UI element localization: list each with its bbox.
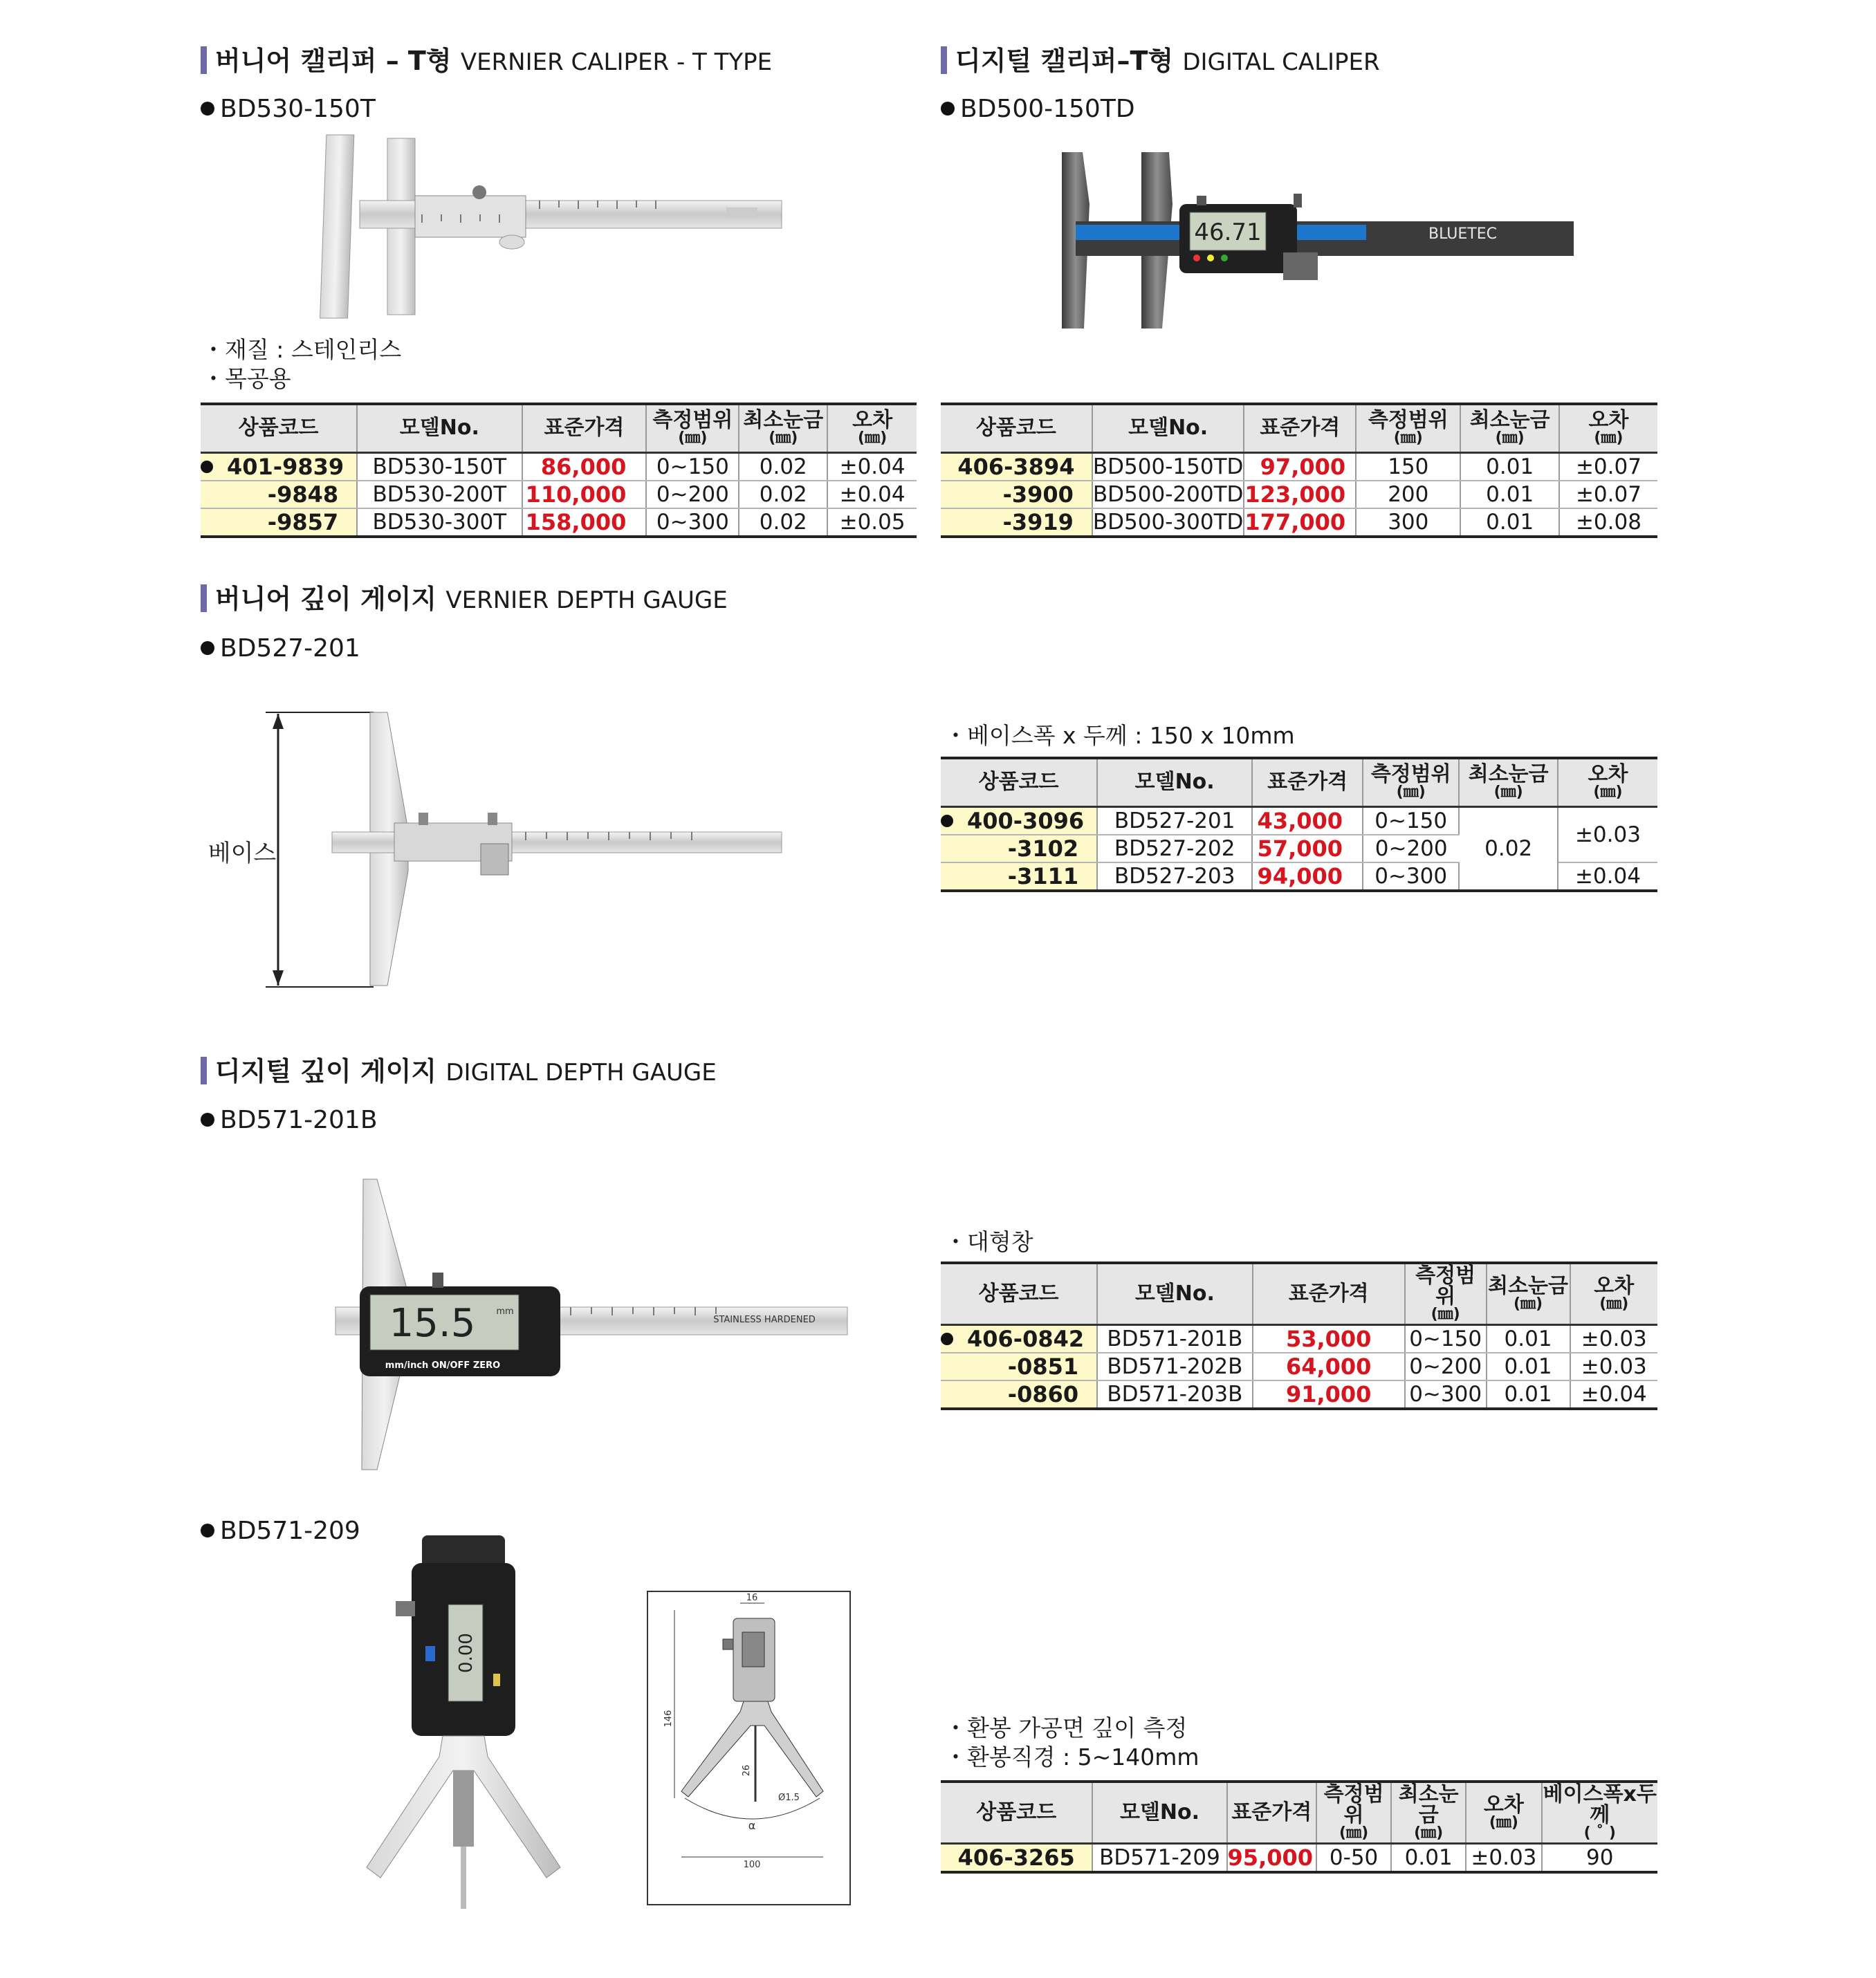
table-row <box>201 452 917 481</box>
note-material: ・재질 : 스테인리스 <box>202 336 402 363</box>
header-model: 모델No. <box>1097 1263 1252 1325</box>
err-cell: ±0.03 <box>1570 1325 1657 1353</box>
header-range: 측정범위 (㎜) <box>646 404 739 452</box>
header-model: 모델No. <box>1092 404 1244 452</box>
product-code-cell: -3919 <box>941 508 1092 537</box>
min-cell: 0.01 <box>1460 508 1558 537</box>
header-err: 오차 (㎜) <box>1559 404 1657 452</box>
range-cell: 0-50 <box>1316 1844 1391 1873</box>
header-model: 모델No. <box>1097 758 1252 806</box>
price-cell: 57,000 <box>1252 835 1363 862</box>
model-cell: BD527-201 <box>1097 806 1252 835</box>
digital-t-caliper-image <box>1048 149 1574 335</box>
brand-label: BLUETEC <box>1428 225 1497 243</box>
min-cell: 0.01 <box>1487 1380 1570 1409</box>
header-err: 오차 (㎜) <box>1466 1782 1541 1844</box>
spec-table-digital-t <box>941 403 1657 538</box>
section-title-digital-depth: 디지털 깊이 게이지 DIGITAL DEPTH GAUGE <box>201 1055 717 1089</box>
product-code-cell: 401-9839 <box>201 452 357 481</box>
header-model: 모델No. <box>1092 1782 1226 1844</box>
lcd-value: 0.00 <box>456 1633 477 1673</box>
note-base-size: ・베이스폭 x 두께 : 150 x 10mm <box>944 722 1295 749</box>
header-min: 최소눈금 (㎜) <box>1487 1263 1570 1325</box>
table-row <box>941 1844 1657 1873</box>
err-cell: ±0.07 <box>1559 481 1657 508</box>
range-cell: 0~300 <box>1405 1380 1487 1409</box>
vernier-t-caliper-image <box>318 131 816 325</box>
model-cell: BD500-300TD <box>1092 508 1244 537</box>
vernier-depth-gauge-image <box>201 705 809 996</box>
dim-146: 146 <box>663 1710 674 1728</box>
price-cell: 43,000 <box>1252 806 1363 835</box>
bullet-icon <box>941 815 953 827</box>
header-err: 오차 (㎜) <box>827 404 917 452</box>
product-code-cell: -9848 <box>201 481 357 508</box>
price-cell: 94,000 <box>1252 862 1363 891</box>
min-cell: 0.01 <box>1487 1325 1570 1353</box>
product-code-cell: -3900 <box>941 481 1092 508</box>
model-cell: BD571-209 <box>1092 1844 1226 1873</box>
price-cell: 110,000 <box>522 481 647 508</box>
price-cell: 177,000 <box>1244 508 1356 537</box>
min-cell: 0.02 <box>739 452 827 481</box>
header-min: 최소눈금 (㎜) <box>739 404 827 452</box>
header-min: 최소눈금 (㎜) <box>1391 1782 1466 1844</box>
model-cell: BD527-202 <box>1097 835 1252 862</box>
spec-table-vernier-t <box>201 403 917 538</box>
note-large-window: ・대형창 <box>944 1228 1033 1255</box>
table-row <box>941 508 1657 537</box>
header-err: 오차 (㎜) <box>1558 758 1657 806</box>
product-code-cell: 406-0842 <box>941 1325 1097 1353</box>
note-diameter: ・환봉직경 : 5~140mm <box>944 1744 1199 1771</box>
model-label: BD530-150T <box>201 94 376 124</box>
header-price: 표준가격 <box>522 404 647 452</box>
product-code-cell: -0851 <box>941 1353 1097 1380</box>
product-code-cell: 406-3265 <box>941 1844 1092 1873</box>
err-cell: ±0.05 <box>827 508 917 537</box>
bd571-209-gauge-image <box>332 1522 574 1909</box>
model-cell: BD500-150TD <box>1092 452 1244 481</box>
spec-table-vernier-depth <box>941 757 1657 892</box>
table-row <box>941 1353 1657 1380</box>
lcd-value: 46.71 <box>1194 219 1262 246</box>
err-cell: ±0.04 <box>1558 862 1657 891</box>
range-cell: 0~300 <box>1363 862 1459 891</box>
product-code-cell: -3111 <box>941 862 1097 891</box>
button-labels: mm/inch ON/OFF ZERO <box>385 1360 501 1371</box>
model-cell: BD571-202B <box>1097 1353 1252 1380</box>
price-cell: 95,000 <box>1227 1844 1316 1873</box>
model-cell: BD530-200T <box>357 481 522 508</box>
dim-alpha: α <box>748 1819 756 1832</box>
table-row <box>941 1325 1657 1353</box>
dim-26: 26 <box>742 1764 752 1777</box>
price-cell: 123,000 <box>1244 481 1356 508</box>
price-cell: 158,000 <box>522 508 647 537</box>
dim-100: 100 <box>743 1860 761 1870</box>
price-cell: 86,000 <box>522 452 647 481</box>
scale-text: STAINLESS HARDENED <box>713 1315 816 1325</box>
table-row <box>201 508 917 537</box>
err-cell: ±0.03 <box>1466 1844 1541 1873</box>
header-code: 상품코드 <box>941 758 1097 806</box>
note-round-bar: ・환봉 가공면 깊이 측정 <box>944 1714 1188 1741</box>
header-err: 오차 (㎜) <box>1570 1263 1657 1325</box>
product-code-cell: -0860 <box>941 1380 1097 1409</box>
range-cell: 0~150 <box>1363 806 1459 835</box>
model-label: BD500-150TD <box>941 94 1135 124</box>
dim-16: 16 <box>746 1593 758 1603</box>
range-cell: 0~150 <box>646 452 739 481</box>
min-cell: 0.02 <box>739 481 827 508</box>
model-label: BD527-201 <box>201 634 360 664</box>
spec-table-bd571-209 <box>941 1780 1657 1874</box>
header-price: 표준가격 <box>1227 1782 1316 1844</box>
min-cell: 0.01 <box>1460 452 1558 481</box>
product-code-cell: -3102 <box>941 835 1097 862</box>
model-cell: BD530-300T <box>357 508 522 537</box>
bullet-icon <box>941 1333 953 1345</box>
err-cell: ±0.08 <box>1559 508 1657 537</box>
header-price: 표준가격 <box>1244 404 1356 452</box>
dim-diameter: Ø1.5 <box>778 1793 800 1803</box>
model-cell: BD571-201B <box>1097 1325 1252 1353</box>
header-code: 상품코드 <box>941 404 1092 452</box>
price-cell: 53,000 <box>1253 1325 1405 1353</box>
model-cell: BD571-203B <box>1097 1380 1252 1409</box>
err-cell: ±0.07 <box>1559 452 1657 481</box>
spec-table-digital-depth <box>941 1261 1657 1410</box>
lcd-value: 15.5 <box>389 1301 476 1346</box>
header-range: 측정범위 (㎜) <box>1405 1263 1487 1325</box>
bd571-209-drawing <box>647 1591 851 1905</box>
header-min: 최소눈금 (㎜) <box>1459 758 1558 806</box>
range-cell: 0~200 <box>1405 1353 1487 1380</box>
range-cell: 0~300 <box>646 508 739 537</box>
table-row <box>941 806 1657 835</box>
range-cell: 300 <box>1356 508 1460 537</box>
header-price: 표준가격 <box>1252 758 1363 806</box>
range-cell: 0~150 <box>1405 1325 1487 1353</box>
bullet-icon <box>201 461 213 473</box>
range-cell: 150 <box>1356 452 1460 481</box>
err-cell: ±0.04 <box>1570 1380 1657 1409</box>
header-min: 최소눈금 (㎜) <box>1460 404 1558 452</box>
header-model: 모델No. <box>357 404 522 452</box>
header-code: 상품코드 <box>201 404 357 452</box>
product-code-cell: 400-3096 <box>941 806 1097 835</box>
err-cell: ±0.03 <box>1570 1353 1657 1380</box>
header-code: 상품코드 <box>941 1782 1092 1844</box>
product-code-cell: -9857 <box>201 508 357 537</box>
header-range: 측정범위 (㎜) <box>1356 404 1460 452</box>
min-cell: 0.02 <box>739 508 827 537</box>
model-label: BD571-201B <box>201 1105 378 1136</box>
base-cell: 90 <box>1542 1844 1657 1873</box>
price-cell: 97,000 <box>1244 452 1356 481</box>
model-cell: BD500-200TD <box>1092 481 1244 507</box>
err-cell-shared: ±0.03 <box>1558 806 1657 862</box>
err-cell: ±0.04 <box>827 481 917 508</box>
product-code-cell: 406-3894 <box>941 452 1092 481</box>
header-range: 측정범위 (㎜) <box>1316 1782 1391 1844</box>
header-range: 측정범위 (㎜) <box>1363 758 1459 806</box>
table-row <box>201 481 917 508</box>
header-code: 상품코드 <box>941 1263 1097 1325</box>
model-label: BD571-209 <box>201 1516 360 1546</box>
min-cell: 0.01 <box>1391 1844 1466 1873</box>
range-cell: 200 <box>1356 481 1460 508</box>
header-base: 베이스폭x두께 ( ˚ ) <box>1542 1782 1657 1844</box>
err-cell: ±0.04 <box>827 452 917 481</box>
range-cell: 0~200 <box>1363 835 1459 862</box>
table-row <box>941 1380 1657 1409</box>
min-cell: 0.01 <box>1487 1353 1570 1380</box>
model-cell: BD527-203 <box>1097 862 1252 891</box>
price-cell: 64,000 <box>1253 1353 1405 1380</box>
section-title-vernier-depth: 버니어 깊이 게이지 VERNIER DEPTH GAUGE <box>201 582 728 617</box>
lcd-unit: mm <box>496 1306 514 1317</box>
range-cell: 0~200 <box>646 481 739 508</box>
header-price: 표준가격 <box>1253 1263 1405 1325</box>
min-cell: 0.01 <box>1460 481 1558 508</box>
digital-depth-gauge-image <box>329 1176 854 1473</box>
section-title-digital-t: 디지털 캘리퍼–T형 DIGITAL CALIPER <box>941 44 1380 79</box>
min-cell-shared: 0.02 <box>1459 806 1558 891</box>
table-row <box>941 481 1657 508</box>
note-usage: ・목공용 <box>202 365 291 392</box>
base-label: 베이스 <box>208 840 277 867</box>
model-cell: BD530-150T <box>357 452 522 481</box>
price-cell: 91,000 <box>1253 1380 1405 1409</box>
section-title-vernier-t: 버니어 캘리퍼 – T형 VERNIER CALIPER - T TYPE <box>201 44 772 79</box>
table-row <box>941 452 1657 481</box>
